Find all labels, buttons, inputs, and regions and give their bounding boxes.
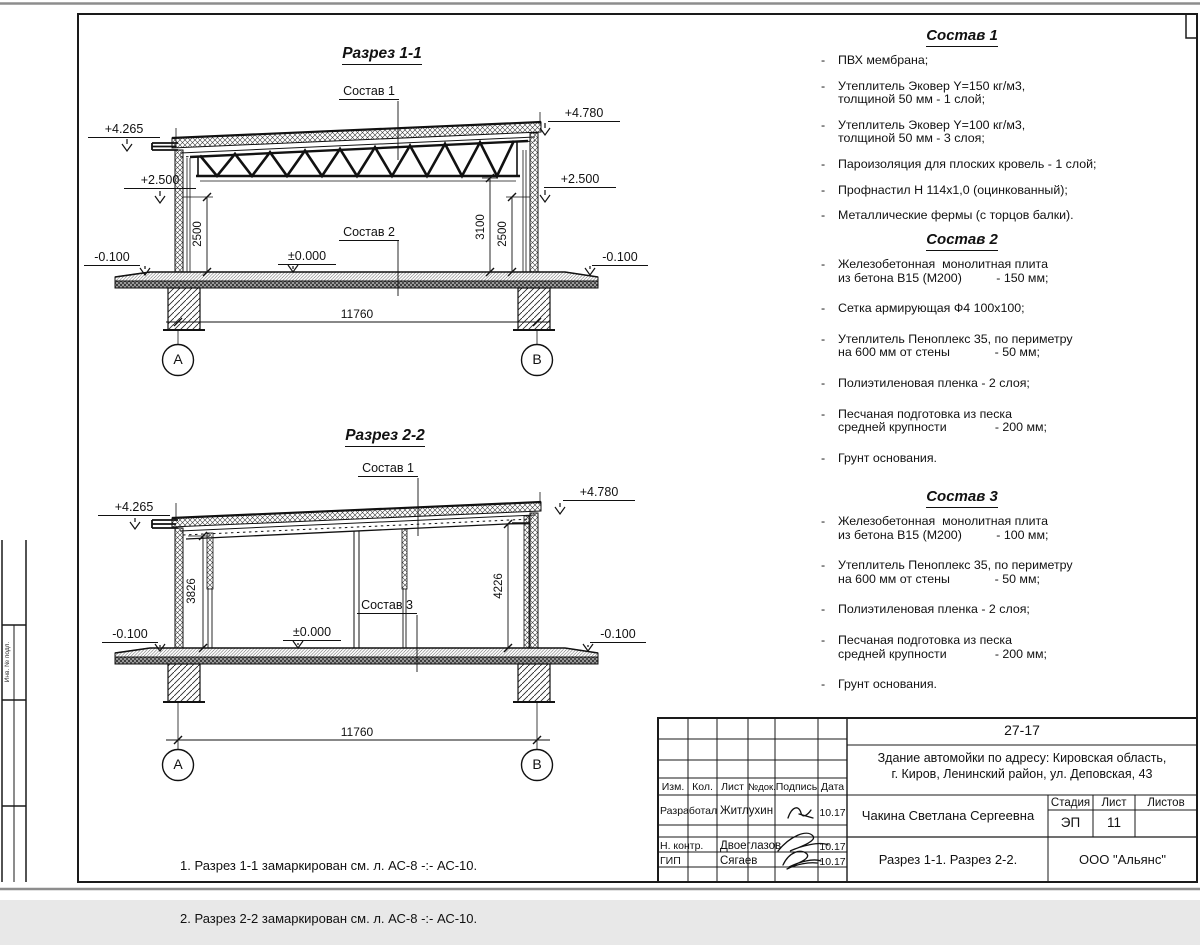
elevation-label: +2.500 xyxy=(544,172,616,188)
titleblock-role: Разработал xyxy=(660,805,718,817)
elevation-label: -0.100 xyxy=(84,250,140,266)
dimension-label: 2500 xyxy=(192,221,204,247)
titleblock-name: Сягаев xyxy=(720,855,758,867)
axis-marker: А xyxy=(173,756,183,772)
titleblock-address-line2: г. Киров, Ленинский район, ул. Деповская, 43 xyxy=(891,767,1153,781)
titleblock-doc-number: 27-17 xyxy=(1004,722,1040,738)
section2-title: Разрез 2-2 xyxy=(315,429,455,443)
list-item: - Металлические фермы (с торцов балки). xyxy=(821,208,1074,223)
dimension-label: 4226 xyxy=(493,573,505,599)
list-item: - Утеплитель Эковер Y=100 кг/м3, толщиной 50 мм - 3 слоя; xyxy=(821,117,1026,146)
list-item: - Профнастил Н 114х1,0 (оцинкованный); xyxy=(821,182,1068,197)
list-item: - Песчаная подготовка из песка средней крупности - 200 мм; xyxy=(821,632,1047,661)
titleblock-sheet-value: 11 xyxy=(1106,815,1121,830)
titleblock-date: 10.17 xyxy=(819,807,846,819)
section1-title: Разрез 1-1 xyxy=(312,47,452,61)
list-item: - Железобетонная монолитная плита из бетона В15 (М200) - 100 мм; xyxy=(821,514,1049,542)
list-item: - Полиэтиленовая пленка - 2 слоя; xyxy=(821,602,1030,617)
elevation-label: +4.265 xyxy=(98,500,170,516)
titleblock-date: 10.17 xyxy=(819,856,846,868)
titleblock-col-list: Лист xyxy=(721,781,744,793)
titleblock-name: Житлухин xyxy=(720,805,774,817)
elevation-label: -0.100 xyxy=(102,627,158,643)
titleblock-col-izm: Изм. xyxy=(661,781,685,793)
section2-callout-roof: Состав 1 xyxy=(358,461,418,477)
side-stamp-boxes xyxy=(2,540,26,882)
sheet-notes xyxy=(180,822,477,945)
elevation-label: +4.265 xyxy=(88,122,160,138)
elevation-label: -0.100 xyxy=(590,627,646,643)
elevation-label: +2.500 xyxy=(124,173,196,189)
note-line: 1. Разрез 1-1 замаркирован см. л. АС-8 -:- АС-10. xyxy=(180,858,478,873)
list-item: - Полиэтиленовая пленка - 2 слоя; xyxy=(821,375,1030,390)
titleblock-col-ndok: №док. xyxy=(748,782,776,793)
elevation-label: +4.780 xyxy=(548,106,620,122)
titleblock-role: ГИП xyxy=(660,855,681,867)
elevation-label: ±0.000 xyxy=(283,625,341,641)
axis-marker: В xyxy=(532,351,542,367)
dimension-label: 11760 xyxy=(340,725,374,739)
section2-callout-floor: Состав 3 xyxy=(357,598,417,614)
side-stamp-label: Инв. № подл. xyxy=(4,641,11,683)
titleblock-role: Н. контр. xyxy=(660,840,704,852)
titleblock-col-kol: Кол. xyxy=(692,781,713,793)
list-item: - Пароизоляция для плоских кровель - 1 слой; xyxy=(821,156,1097,171)
composition-3 xyxy=(812,488,1200,709)
elevation-label: ±0.000 xyxy=(278,249,336,265)
list-item: - Сетка армирующая Ф4 100х100; xyxy=(821,301,1025,316)
list-item: - Утеплитель Пеноплекс 35, по периметру на 600 мм от стены - 50 мм; xyxy=(821,558,1073,586)
titleblock-col-podpis: Подпись xyxy=(775,781,818,793)
list-item: - Песчаная подготовка из песка средней крупности - 200 мм; xyxy=(821,406,1047,435)
titleblock-name: Двоеглазов xyxy=(720,840,782,852)
section1-callout-floor: Состав 2 xyxy=(339,225,399,241)
titleblock-author: Чакина Светлана Сергеевна xyxy=(861,808,1035,823)
titleblock-col-data: Дата xyxy=(820,781,845,793)
list-item: - Грунт основания. xyxy=(821,450,937,465)
composition-1-title: Состав 1 xyxy=(822,27,1102,44)
titleblock-sheet-label: Лист xyxy=(1101,797,1127,809)
list-item: - ПВХ мембрана; xyxy=(821,53,929,67)
titleblock-drawing-title: Разрез 1-1. Разрез 2-2. xyxy=(878,852,1018,867)
dimension-label: 3100 xyxy=(475,214,487,240)
composition-2-title: Состав 2 xyxy=(822,231,1102,248)
note-line: 2. Разрез 2-2 замаркирован см. л. АС-8 -:- АС-10. xyxy=(180,910,478,926)
dimension-label: 2500 xyxy=(497,221,509,247)
dimension-label: 11760 xyxy=(340,307,374,321)
composition-1 xyxy=(812,27,1200,235)
section1-callout-roof: Состав 1 xyxy=(339,84,399,100)
titleblock-date: 10.17 xyxy=(819,841,846,853)
list-item: - Грунт основания. xyxy=(821,677,937,692)
axis-marker: А xyxy=(173,351,183,367)
composition-3-title: Состав 3 xyxy=(822,488,1102,505)
titleblock-sheets-label: Листов xyxy=(1147,797,1185,809)
dimension-label: 3826 xyxy=(186,578,198,604)
list-item: - Утеплитель Пеноплекс 35, по периметру на 600 мм от стены - 50 мм; xyxy=(821,331,1073,360)
titleblock-company: ООО "Альянс" xyxy=(1079,852,1166,867)
elevation-label: +4.780 xyxy=(563,485,635,501)
elevation-label: -0.100 xyxy=(592,250,648,266)
axis-marker: В xyxy=(532,756,542,772)
list-item: - Железобетонная монолитная плита из бетона В15 (М200) - 150 мм; xyxy=(821,257,1049,285)
titleblock-stage-label: Стадия xyxy=(1050,797,1091,809)
list-item: - Утеплитель Эковер Y=150 кг/м3, толщиной 50 мм - 1 слой; xyxy=(821,78,1026,107)
titleblock-stage-value: ЭП xyxy=(1060,815,1081,830)
composition-2 xyxy=(812,231,1200,482)
titleblock-address-line1: Здание автомойки по адресу: Кировская область, xyxy=(877,751,1167,765)
